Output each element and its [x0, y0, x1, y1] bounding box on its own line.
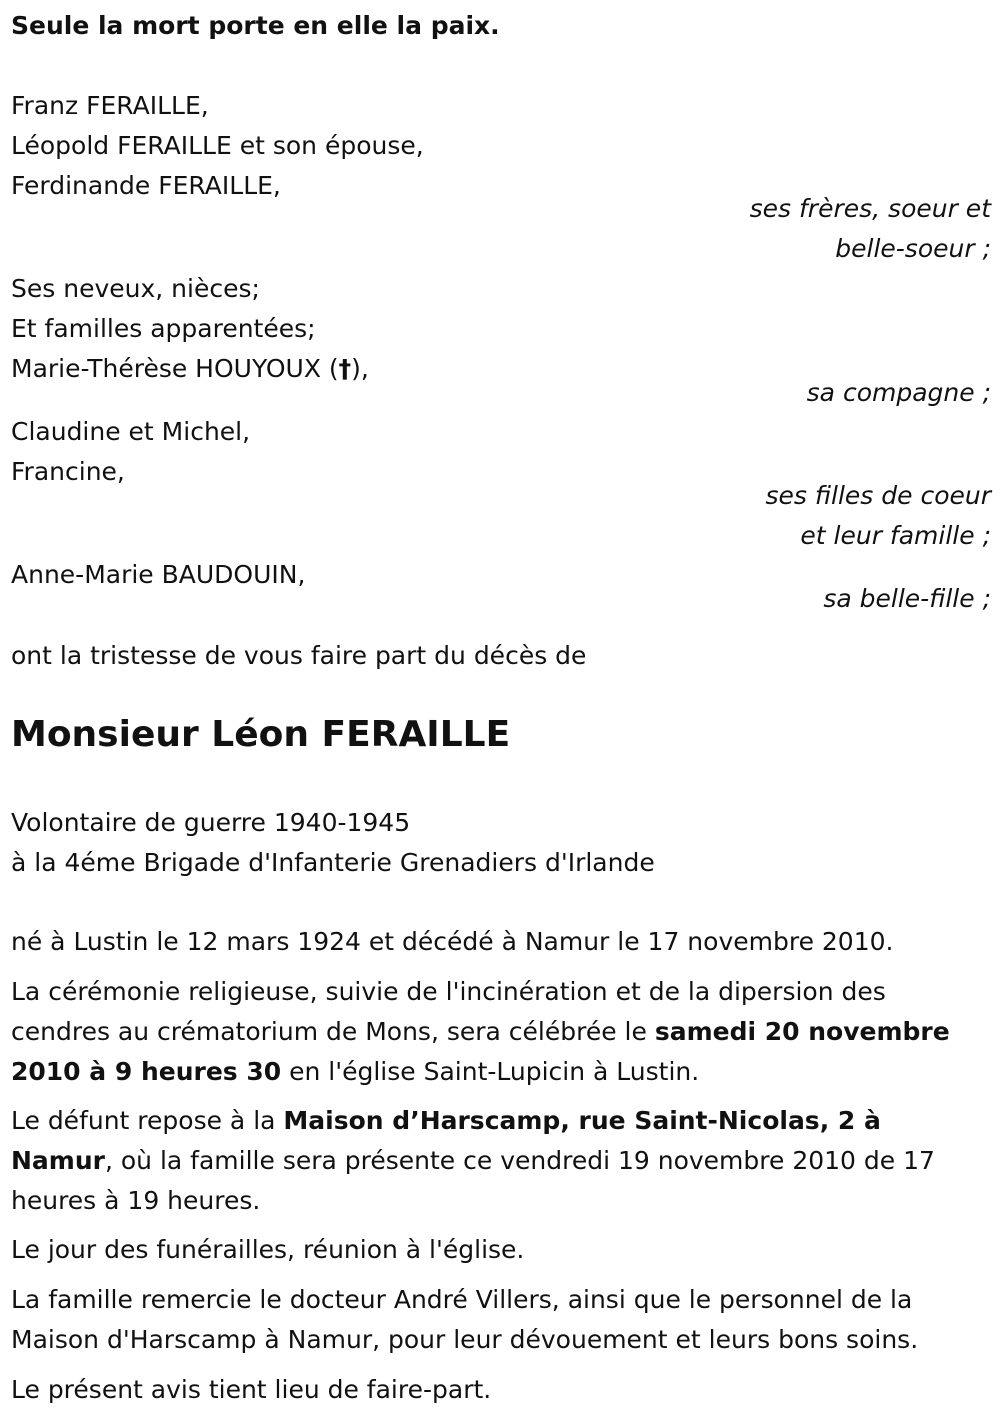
sibling-name: Ferdinande FERAILLE,	[11, 171, 281, 200]
funeral-meeting: Le jour des funérailles, réunion à l'église.	[11, 1235, 525, 1264]
motto: Seule la mort porte en elle la paix.	[11, 11, 500, 40]
ceremony-paragraph	[11, 972, 986, 1092]
stepdaughter-name: Anne-Marie BAUDOUIN,	[11, 560, 306, 589]
thanks-paragraph: La famille remercie le docteur André Villers, ainsi que le personnel de la Maison d'Harscamp à Namur, pour leur dévouement et leurs bons soins.	[11, 1285, 919, 1354]
daughters-role: et leur famille ;	[800, 521, 991, 550]
repose-details: , où la famille sera présente ce vendredi 19 novembre 2010 de 17 heures à 19 heures.	[11, 1146, 935, 1215]
stepdaughter-role: sa belle-fille ;	[823, 584, 991, 613]
relatives-line: Et familles apparentées;	[11, 314, 316, 343]
announcement: ont la tristesse de vous faire part du décès de	[11, 641, 587, 670]
birth-death: né à Lustin le 12 mars 1924 et décédé à Namur le 17 novembre 2010.	[11, 927, 894, 956]
daughters-role: ses filles de coeur	[765, 481, 991, 510]
companion-role: sa compagne ;	[806, 378, 991, 407]
siblings-role: belle-soeur ;	[835, 234, 991, 263]
sibling-name: Franz FERAILLE,	[11, 91, 209, 120]
cross-icon: †	[338, 354, 352, 383]
daughter-name: Claudine et Michel,	[11, 417, 251, 446]
repose-paragraph	[11, 1101, 986, 1221]
companion-prefix: Marie-Thérèse HOUYOUX (	[11, 354, 339, 383]
companion-suffix: ),	[351, 354, 369, 383]
repose-location: Maison d’Harscamp, rue Saint-Nicolas, 2 à Namur	[11, 1106, 881, 1175]
sibling-name: Léopold FERAILLE et son épouse,	[11, 131, 424, 160]
daughter-name: Francine,	[11, 457, 125, 486]
siblings-role: ses frères, soeur et	[749, 194, 991, 223]
service-line: Volontaire de guerre 1940-1945	[11, 808, 411, 837]
ceremony-date: samedi 20 novembre 2010 à 9 heures 30	[11, 1017, 950, 1086]
ceremony-place: en l'église Saint-Lupicin à Lustin.	[281, 1057, 700, 1086]
deceased-name: Monsieur Léon FERAILLE	[11, 714, 511, 755]
service-line: à la 4éme Brigade d'Infanterie Grenadiers d'Irlande	[11, 848, 655, 877]
relatives-line: Ses neveux, nièces;	[11, 274, 260, 303]
repose-text: Le défunt repose à la	[11, 1106, 284, 1135]
closing-note: Le présent avis tient lieu de faire-part.	[11, 1375, 492, 1404]
companion-name	[11, 349, 369, 389]
ceremony-text: La cérémonie religieuse, suivie de l'incinération et de la dipersion des cendres au crématorium de Mons, sera célébrée le	[11, 977, 886, 1046]
